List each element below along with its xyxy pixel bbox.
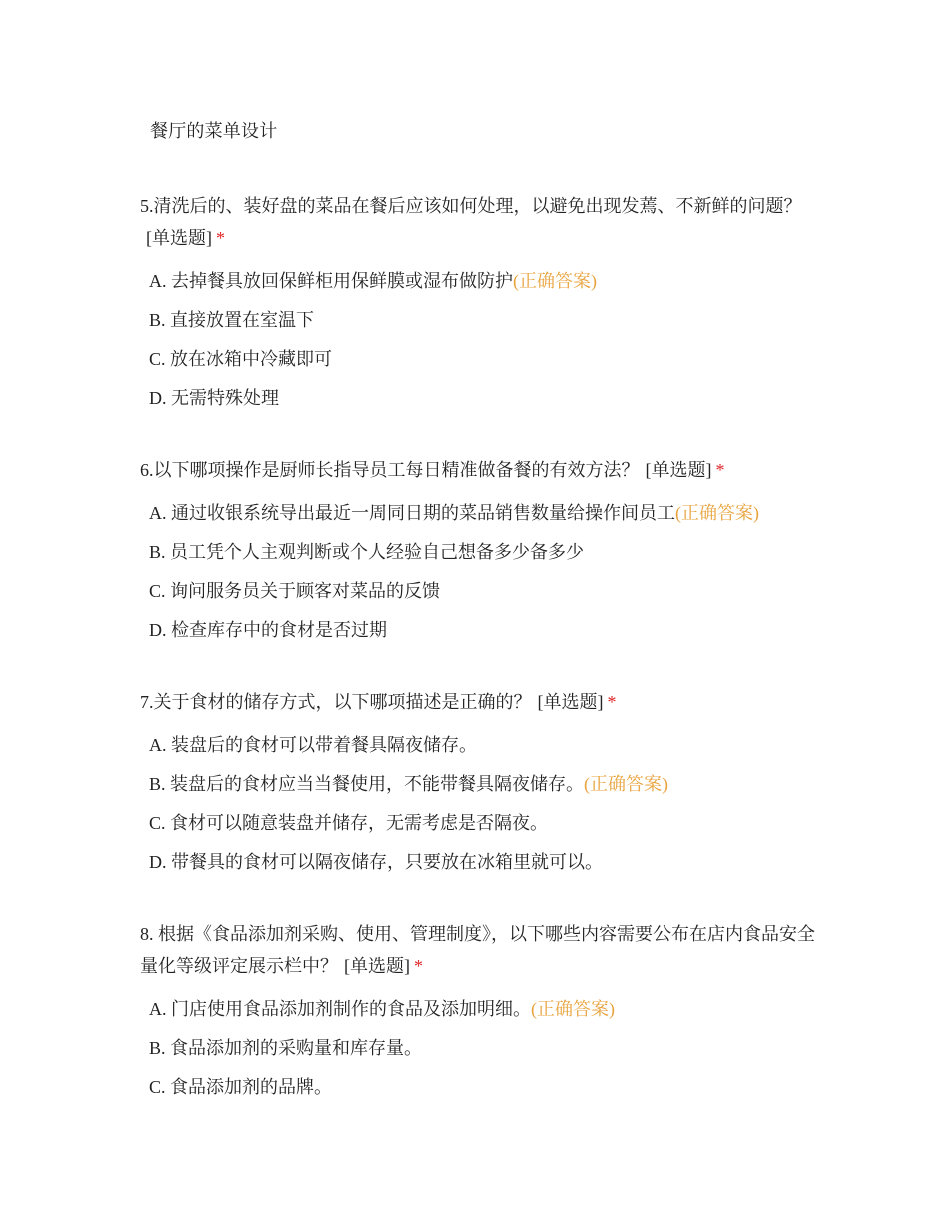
correct-answer-mark: (正确答案) <box>531 999 615 1019</box>
option-label: A. 装盘后的食材可以带着餐具隔夜储存。 <box>149 735 477 755</box>
option-d <box>149 379 820 418</box>
question-7 <box>140 686 820 882</box>
question-text <box>140 686 820 718</box>
question-text <box>140 918 820 982</box>
section-title: 餐厅的菜单设计 <box>150 121 278 142</box>
option-b <box>149 533 820 572</box>
option-label: A. 通过收银系统导出最近一周同日期的菜品销售数量给操作间员工 <box>149 503 675 523</box>
required-mark: * <box>216 228 225 248</box>
question-5 <box>140 190 820 418</box>
question-type-label: [单选题] <box>645 460 712 480</box>
correct-answer-mark: (正确答案) <box>675 503 759 523</box>
required-mark: * <box>607 692 617 712</box>
option-label: A. 门店使用食品添加剂制作的食品及添加明细。 <box>149 999 531 1019</box>
option-d <box>149 843 820 882</box>
option-label: B. 直接放置在室温下 <box>149 310 315 330</box>
required-mark: * <box>414 956 423 976</box>
question-stem: 7.关于食材的储存方式，以下哪项描述是正确的？ <box>140 692 532 712</box>
option-list <box>140 726 820 882</box>
option-label: C. 食材可以随意装盘并储存，无需考虑是否隔夜。 <box>149 813 549 833</box>
question-stem: 8. 根据《食品添加剂采购、使用、管理制度》，以下哪些内容需要公布在店内食品安全量化等级评定展示栏中？ <box>140 924 815 976</box>
question-6 <box>140 454 820 650</box>
option-a <box>149 990 820 1029</box>
option-label: A. 去掉餐具放回保鲜柜用保鲜膜或湿布做防护 <box>149 271 513 291</box>
option-c <box>149 572 820 611</box>
option-b <box>149 765 820 804</box>
question-type-label: [单选题] <box>146 228 212 248</box>
option-label: C. 询问服务员关于顾客对菜品的反馈 <box>149 581 441 601</box>
option-list <box>140 262 820 418</box>
correct-answer-mark: (正确答案) <box>513 271 597 291</box>
option-d <box>149 611 820 650</box>
question-text <box>140 190 820 254</box>
question-stem: 5.清洗后的、装好盘的菜品在餐后应该如何处理，以避免出现发蔫、不新鲜的问题？ <box>140 196 802 216</box>
question-stem: 6.以下哪项操作是厨师长指导员工每日精准做备餐的有效方法？ <box>140 460 640 480</box>
required-mark: * <box>715 460 725 480</box>
option-c <box>149 340 820 379</box>
option-list <box>140 494 820 650</box>
option-c <box>149 804 820 843</box>
option-label: D. 带餐具的食材可以隔夜储存，只要放在冰箱里就可以。 <box>149 852 603 872</box>
option-label: D. 无需特殊处理 <box>149 388 279 408</box>
option-b <box>149 1029 820 1068</box>
option-label: B. 食品添加剂的采购量和库存量。 <box>149 1038 423 1058</box>
question-8 <box>140 918 820 1107</box>
option-c <box>149 1068 820 1107</box>
option-b <box>149 301 820 340</box>
option-label: C. 放在冰箱中冷藏即可 <box>149 349 333 369</box>
option-a <box>149 726 820 765</box>
question-type-label: [单选题] <box>344 956 410 976</box>
correct-answer-mark: (正确答案) <box>584 774 669 794</box>
option-a <box>149 494 820 533</box>
question-text <box>140 454 820 486</box>
option-label: B. 员工凭个人主观判断或个人经验自己想备多少备多少 <box>149 542 585 562</box>
question-type-label: [单选题] <box>537 692 604 712</box>
option-label: B. 装盘后的食材应当当餐使用，不能带餐具隔夜储存。 <box>149 774 585 794</box>
option-label: D. 检查库存中的食材是否过期 <box>149 620 387 640</box>
option-label: C. 食品添加剂的品牌。 <box>149 1077 333 1097</box>
option-list <box>140 990 820 1107</box>
option-a <box>149 262 820 301</box>
